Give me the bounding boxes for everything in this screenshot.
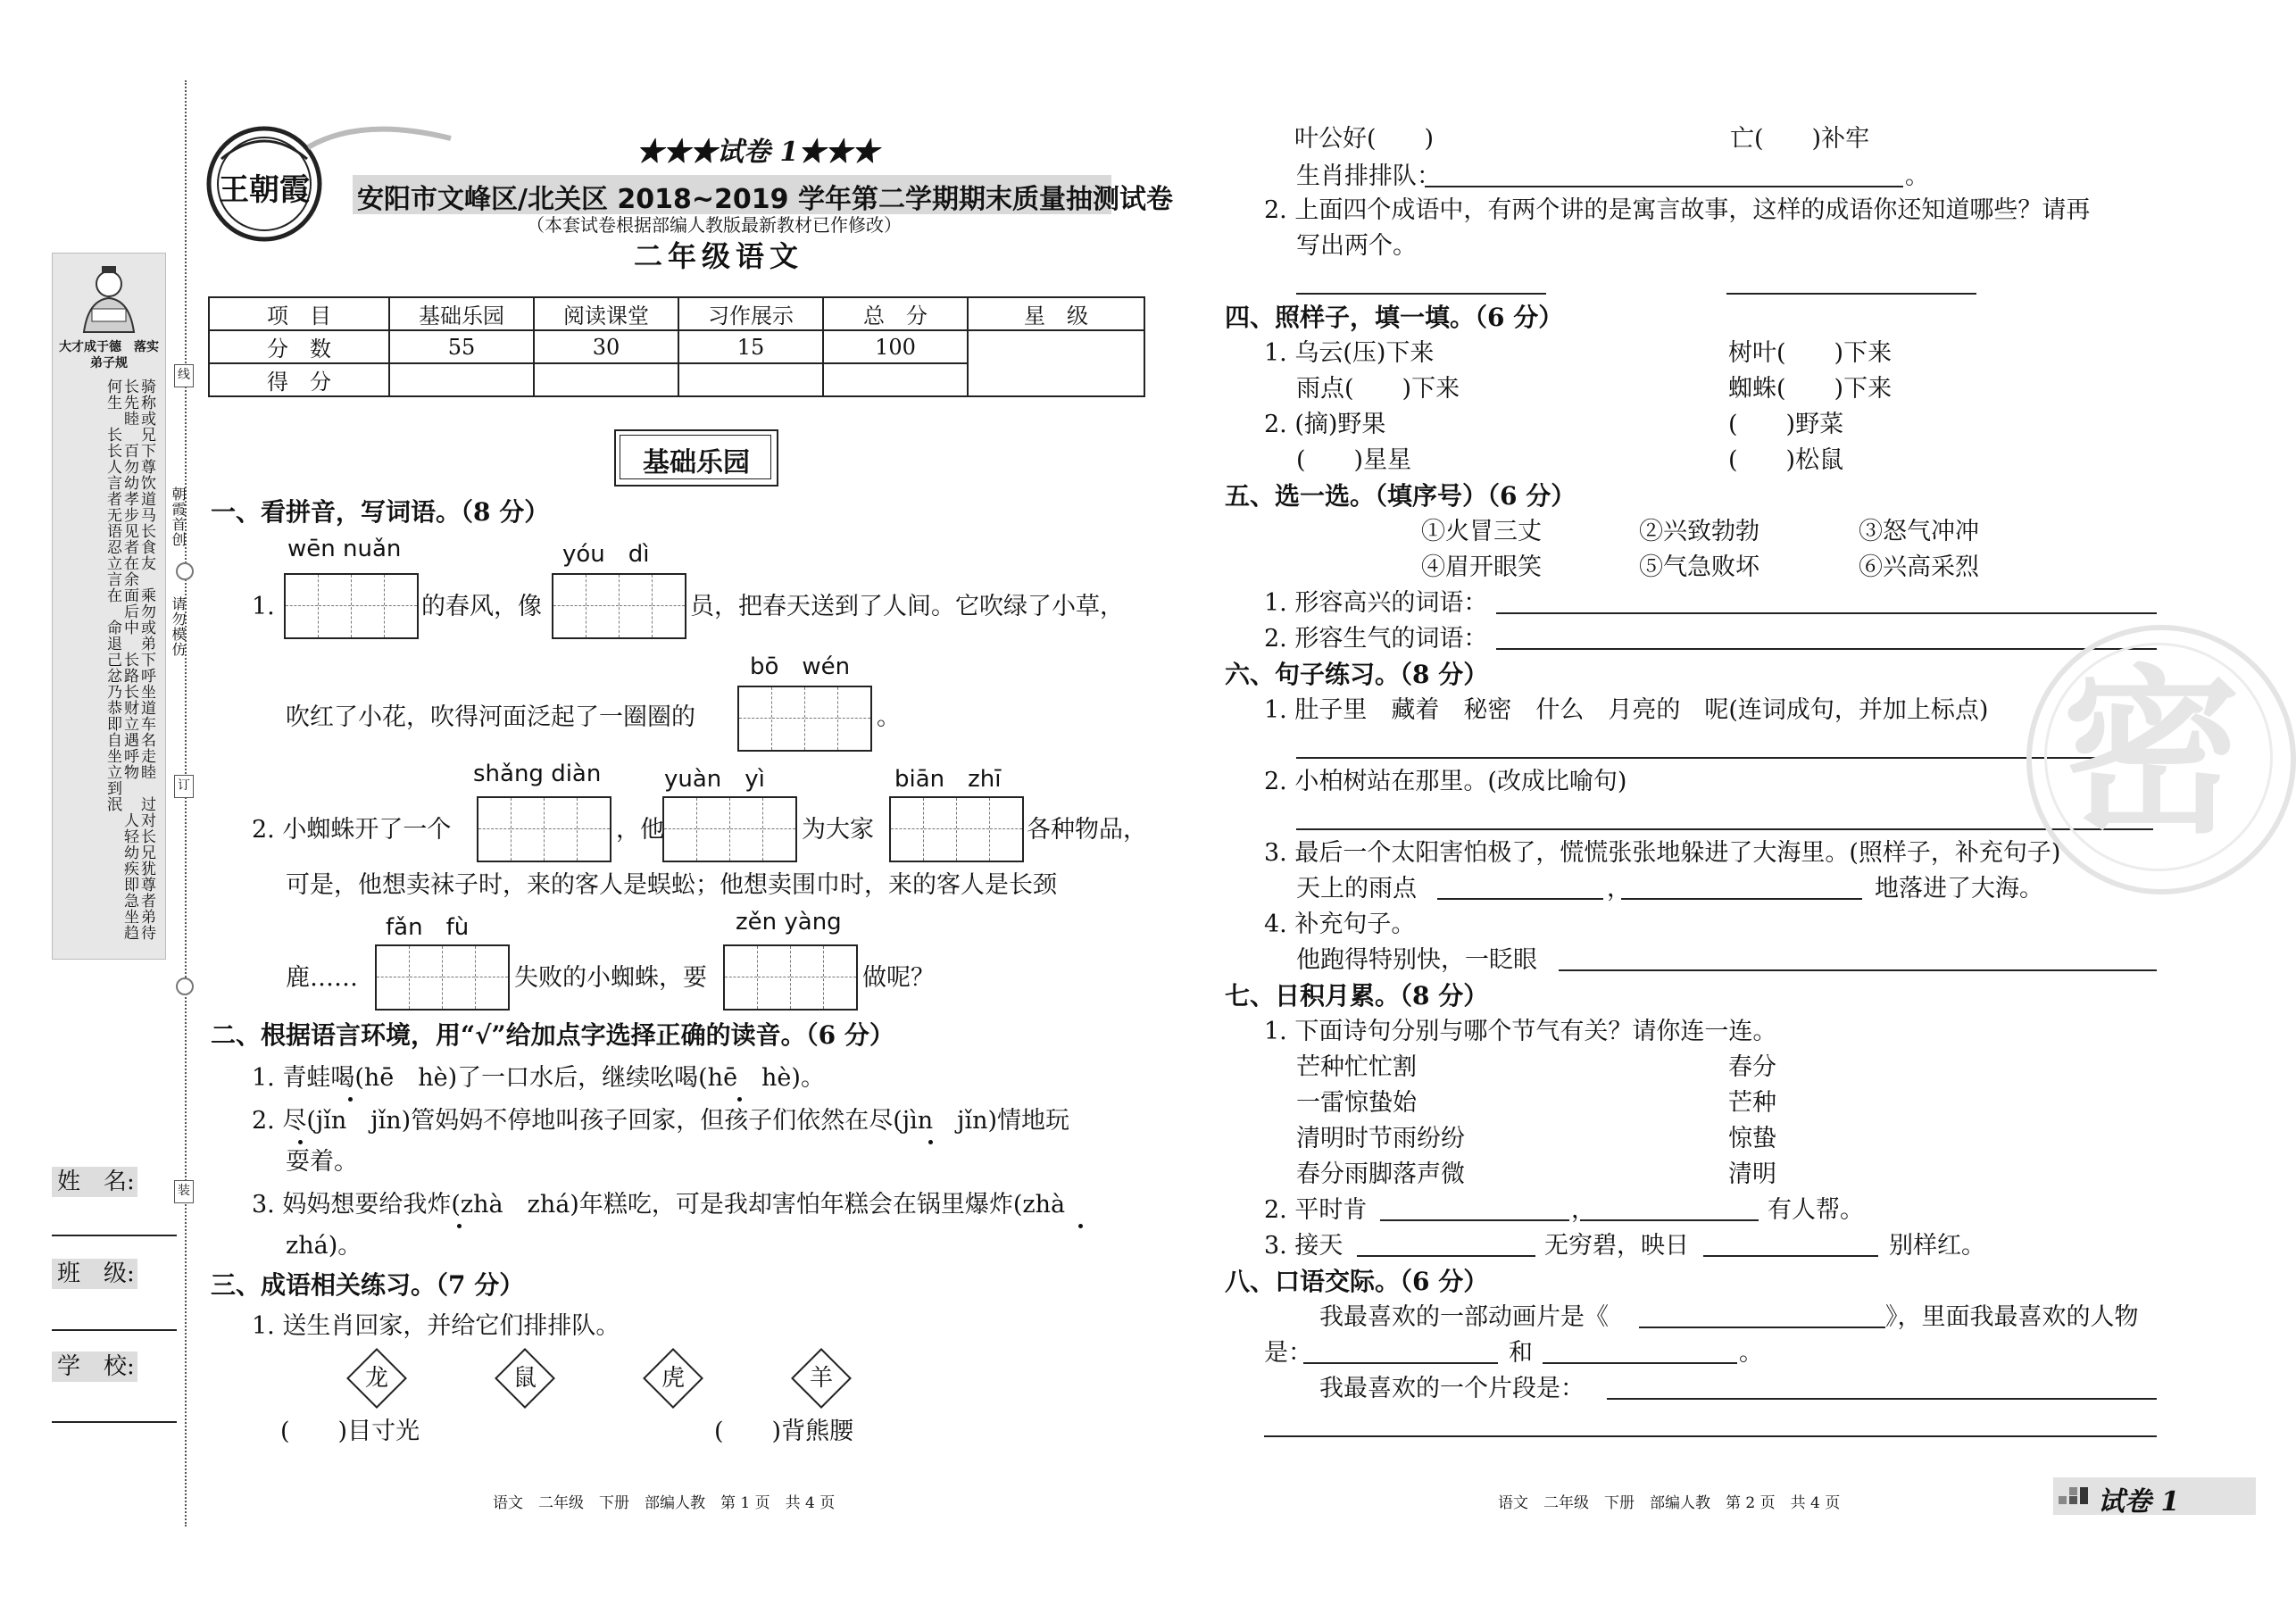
animal-card-dragon[interactable]: 龙 — [346, 1348, 407, 1409]
animal-card-sheep[interactable]: 羊 — [791, 1348, 852, 1409]
term-2[interactable]: 芒种 — [1728, 1089, 1776, 1117]
q5-l1: 1. 形容高兴的词语： — [1264, 589, 1488, 617]
q7-heading: 七、日积月累。（8 分） — [1225, 981, 1489, 1011]
q1-l3-c: 为大家 — [802, 816, 874, 844]
q6-answer-4[interactable] — [1559, 969, 2157, 971]
q6-l3: 3. 最后一个太阳害怕极了，慌慌张张地躲进了大海里。(照样子，补充句子) — [1264, 839, 2061, 867]
q1-l2-b: 。 — [877, 703, 901, 731]
score-header-basic: 基础乐园 — [389, 297, 534, 330]
q5-opt-6: ⑥兴高采烈 — [1859, 553, 1979, 581]
binding-hole-1 — [176, 562, 194, 580]
seal-mark-order: 订 — [174, 775, 194, 798]
pinyin-2: yóu dì — [562, 541, 650, 568]
q1-l1-num: 1. — [252, 593, 275, 620]
order-label: 生肖排排队： — [1296, 162, 1441, 190]
q4-b1: 2. (摘)野果 — [1264, 411, 1386, 438]
q2-l3b: zhá)。 — [286, 1232, 362, 1260]
motto: 大才成于德 落实弟子规 — [59, 340, 159, 370]
q8-l2-a: 是： — [1264, 1339, 1312, 1367]
q3-l2: 2. 上面四个成语中，有两个讲的是寓言故事，这样的成语你还知道哪些？请再 — [1264, 196, 2091, 224]
q7-l3-a: 3. 接天 — [1264, 1232, 1343, 1260]
q6-answer-3a[interactable] — [1437, 898, 1603, 900]
term-1[interactable]: 春分 — [1728, 1053, 1776, 1081]
q1-l1-b: 员，把春天送到了人间。它吹绿了小草， — [690, 593, 1124, 620]
score-table — [208, 296, 1145, 397]
q5-heading: 五、选一选。（填序号）（6 分） — [1225, 481, 1576, 511]
score-points-basic: 55 — [389, 330, 534, 363]
answer-box-2[interactable] — [552, 573, 686, 639]
q3-heading: 三、成语相关练习。（7 分） — [211, 1270, 525, 1300]
q1-l1-a: 的春风，像 — [421, 593, 542, 620]
score-header-writing: 习作展示 — [678, 297, 823, 330]
fable-answer-2[interactable] — [1726, 293, 1976, 295]
poem-3[interactable]: 清明时节雨纷纷 — [1296, 1125, 1465, 1152]
q2-heading: 二、根据语言环境，用“√”给加点字选择正确的读音。（6 分） — [211, 1020, 894, 1050]
order-answer-line[interactable] — [1425, 186, 1903, 187]
score-earned-reading[interactable] — [534, 363, 678, 396]
q1-l3-d: 各种物品， — [1027, 816, 1147, 844]
name-field[interactable] — [52, 1235, 177, 1236]
side-note-2: 请勿模仿 — [170, 596, 187, 657]
q7-l2-b: ， — [1571, 1196, 1595, 1224]
q5-opt-5: ⑤气急败坏 — [1639, 553, 1759, 581]
score-earned-basic[interactable] — [389, 363, 534, 396]
ribbon-swoosh — [308, 121, 451, 156]
q5-l2: 2. 形容生气的词语： — [1264, 625, 1488, 653]
footer-left: 语文 二年级 下册 部编人教 第 1 页 共 4 页 — [493, 1494, 836, 1512]
q7-l2-a: 2. 平时肯 — [1264, 1196, 1368, 1224]
q8-answer-character-2[interactable] — [1543, 1362, 1737, 1364]
q3-l2b: 写出两个。 — [1296, 232, 1417, 260]
binding-panel — [52, 253, 166, 960]
q2-l2b: 耍着。 — [286, 1148, 358, 1176]
q1-heading: 一、看拼音，写词语。（8 分） — [211, 497, 550, 527]
answer-box-5[interactable] — [662, 796, 797, 862]
seal-mark-bind: 装 — [174, 1180, 194, 1203]
score-header-stars: 星 级 — [968, 297, 1144, 330]
name-label: 姓 名: — [52, 1167, 137, 1197]
pinyin-1: wēn nuǎn — [287, 536, 402, 562]
scholar-illustration — [71, 261, 147, 337]
q3-l1: 1. 送生肖回家，并给它们排排队。 — [252, 1312, 620, 1340]
fable-answer-1[interactable] — [1296, 293, 1546, 295]
score-points-total: 100 — [823, 330, 968, 363]
school-field[interactable] — [52, 1421, 177, 1423]
binding-hole-2 — [176, 977, 194, 995]
emphasis-dot — [928, 1140, 933, 1144]
emphasis-dot — [737, 1097, 742, 1102]
answer-box-4[interactable] — [477, 796, 611, 862]
poem-1[interactable]: 芒种忙忙割 — [1296, 1053, 1417, 1081]
q8-l3: 我最喜欢的一个片段是： — [1319, 1375, 1585, 1402]
side-note-1: 朝霞首创 — [170, 487, 187, 547]
corner-tag-text: 试卷 1 — [2098, 1486, 2180, 1518]
score-earned-writing[interactable] — [678, 363, 823, 396]
q5-opt-3: ③怒气冲冲 — [1859, 518, 1979, 545]
q8-answer-scene-2[interactable] — [1264, 1435, 2157, 1437]
score-earned-total[interactable] — [823, 363, 968, 396]
q2-l1[interactable]: 1. 青蛙喝(hē hè)了一口水后，继续吆喝(hē hè)。 — [252, 1064, 825, 1092]
q4-b3[interactable]: ( )星星 — [1296, 446, 1412, 474]
score-header-item: 项 目 — [209, 297, 389, 330]
q4-b4[interactable]: ( )松鼠 — [1728, 446, 1844, 474]
q8-l2-c: 。 — [1739, 1339, 1763, 1367]
q7-answer-3a[interactable] — [1357, 1255, 1535, 1257]
q1-l3-b: ，他 — [616, 816, 664, 844]
q4-a1: 1. 乌云(压)下来 — [1264, 339, 1435, 367]
class-field[interactable] — [52, 1329, 177, 1331]
poem-2[interactable]: 一雷惊蛰始 — [1296, 1089, 1417, 1117]
answer-box-6[interactable] — [889, 796, 1024, 862]
emphasis-dot — [298, 1140, 303, 1144]
q7-answer-2a[interactable] — [1380, 1219, 1569, 1221]
score-stars-cell[interactable] — [968, 330, 1144, 396]
score-header-reading: 阅读课堂 — [534, 297, 678, 330]
corner-tag-pattern — [2059, 1487, 2091, 1505]
q7-l1: 1. 下面诗句分别与哪个节气有关？请你连一连。 — [1264, 1018, 1777, 1045]
order-end: 。 — [1905, 162, 1929, 190]
pinyin-7: fǎn fù — [386, 914, 470, 941]
q4-heading: 四、照样子，填一填。（6 分） — [1225, 303, 1564, 332]
q5-opt-4: ④眉开眼笑 — [1421, 553, 1542, 581]
answer-box-8[interactable] — [723, 944, 858, 1011]
class-label: 班 级: — [52, 1259, 137, 1289]
footer-right: 语文 二年级 下册 部编人教 第 2 页 共 4 页 — [1498, 1494, 1841, 1512]
q5-opt-2: ②兴致勃勃 — [1639, 518, 1759, 545]
animal-card-tiger[interactable]: 虎 — [643, 1348, 703, 1409]
q8-l2-b: 和 — [1509, 1339, 1533, 1367]
q6-l1: 1. 肚子里 藏着 秘密 什么 月亮的 呢(连词成句，并加上标点) — [1264, 696, 1989, 724]
q6-heading: 六、句子练习。（8 分） — [1225, 660, 1489, 689]
q7-l3-b: 无穷碧，映日 — [1544, 1232, 1689, 1260]
pinyin-4: shǎng diàn — [473, 761, 602, 787]
idiom-b[interactable]: ( )背熊腰 — [714, 1418, 854, 1445]
pinyin-8: zěn yàng — [736, 909, 842, 936]
poem-4[interactable]: 春分雨脚落声微 — [1296, 1160, 1465, 1188]
term-3[interactable]: 惊蛰 — [1728, 1125, 1776, 1152]
q1-l3-a: 2. 小蜘蛛开了一个 — [252, 816, 452, 844]
paper-label: ★★★试卷 1★★★ — [636, 137, 879, 168]
q7-answer-3b[interactable] — [1703, 1255, 1878, 1257]
score-header-total: 总 分 — [823, 297, 968, 330]
idiom-a[interactable]: ( )目寸光 — [280, 1418, 420, 1445]
exam-title: 安阳市文峰区/北关区 2018~2019 学年第二学期期末质量抽测试卷 — [357, 184, 1173, 215]
school-label: 学 校: — [52, 1352, 137, 1382]
idiom-c[interactable]: 叶公好( ) — [1294, 125, 1435, 153]
pinyin-3: bō wén — [750, 653, 851, 680]
q6-l3b-a: 天上的雨点 — [1296, 875, 1417, 902]
q6-l3b-b: ， — [1607, 875, 1631, 902]
brand-logo — [204, 123, 325, 245]
q7-answer-2b[interactable] — [1580, 1219, 1759, 1221]
q5-opt-1: ①火冒三丈 — [1421, 518, 1542, 545]
pinyin-6: biān zhī — [894, 766, 1002, 793]
q2-l3[interactable]: 3. 妈妈想要给我炸(zhà zhá)年糕吃，可是我却害怕年糕会在锅里爆炸(zhà — [252, 1191, 1066, 1219]
rules-poem: 骑称或兄下尊饮道马长食友 乘勿或弟下呼坐道车名走睦 过对长兄犹尊者弟待长先睦 百勿幼孝步见者在余面后中 长路长财立遇呼物 人轻幼疾即急坐趋何生 长长人言者无语忍立言在 命退己忿乃恭即自坐立到泯 — [104, 378, 155, 941]
score-points-writing: 15 — [678, 330, 823, 363]
q1-l4: 可是，他想卖袜子时，来的客人是蜈蚣；他想卖围巾时，来的客人是长颈 — [286, 871, 1057, 899]
q6-l2: 2. 小柏树站在那里。(改成比喻句) — [1264, 768, 1627, 795]
emphasis-dot — [1078, 1224, 1083, 1228]
q1-l2-a: 吹红了小花，吹得河面泛起了一圈圈的 — [286, 703, 695, 731]
score-earned-label: 得 分 — [209, 363, 389, 396]
q1-l5-b: 失败的小蜘蛛，要 — [514, 964, 707, 992]
section-banner — [614, 429, 778, 487]
q8-answer-cartoon[interactable] — [1639, 1327, 1885, 1328]
q4-b2[interactable]: ( )野菜 — [1728, 411, 1844, 438]
answer-box-3[interactable] — [737, 686, 872, 752]
q8-heading: 八、口语交际。（6 分） — [1225, 1267, 1489, 1296]
q8-l1-a: 我最喜欢的一部动画片是《 — [1319, 1303, 1609, 1331]
q7-l2-c: 有人帮。 — [1768, 1196, 1864, 1224]
q7-l3-c: 别样红。 — [1889, 1232, 1985, 1260]
q4-a3[interactable]: 雨点( )下来 — [1296, 375, 1460, 403]
section-banner-text: 基础乐园 — [643, 447, 750, 478]
watermark-char: 密 — [2062, 650, 2242, 858]
binding-dotted-line — [185, 80, 187, 1526]
q5-answer-1[interactable] — [1496, 612, 2157, 614]
q4-a4[interactable]: 蜘蛛( )下来 — [1728, 375, 1893, 403]
q1-l5-c: 做呢？ — [862, 964, 935, 992]
animal-card-rat[interactable]: 鼠 — [495, 1348, 555, 1409]
q6-l4: 4. 补充句子。 — [1264, 911, 1416, 938]
exam-note: （本套试卷根据部编人教版最新教材已作修改） — [527, 214, 902, 236]
q8-l1-b: 》，里面我最喜欢的人物 — [1885, 1303, 2139, 1331]
q2-l2[interactable]: 2. 尽(jǐn jǐn)管妈妈不停地叫孩子回家，但孩子们依然在尽(jìn jǐn)情地玩 — [252, 1107, 1070, 1135]
pinyin-5: yuàn yì — [664, 766, 765, 793]
q6-l3b-c: 地落进了大海。 — [1875, 875, 2043, 902]
q1-l5-a: 鹿…… — [286, 964, 358, 992]
brand-logo-text: 王朝霞 — [219, 172, 310, 208]
score-points-label: 分 数 — [209, 330, 389, 363]
confidential-watermark — [2000, 616, 2242, 911]
emphasis-dot — [348, 1097, 353, 1102]
emphasis-dot — [457, 1224, 462, 1228]
q6-l4b: 他跑得特别快，一眨眼 — [1296, 946, 1537, 974]
answer-box-1[interactable] — [284, 573, 419, 639]
q6-answer-3b[interactable] — [1621, 898, 1862, 900]
q4-a2[interactable]: 树叶( )下来 — [1728, 339, 1893, 367]
exam-subject: 二年级语文 — [634, 239, 804, 273]
term-4[interactable]: 清明 — [1728, 1160, 1776, 1188]
answer-box-7[interactable] — [375, 944, 510, 1011]
q8-answer-character-1[interactable] — [1303, 1362, 1498, 1364]
seal-mark-line: 线 — [174, 364, 194, 387]
score-points-reading: 30 — [534, 330, 678, 363]
idiom-d[interactable]: 亡( )补牢 — [1730, 125, 1870, 153]
q8-answer-scene-1[interactable] — [1607, 1398, 2157, 1400]
